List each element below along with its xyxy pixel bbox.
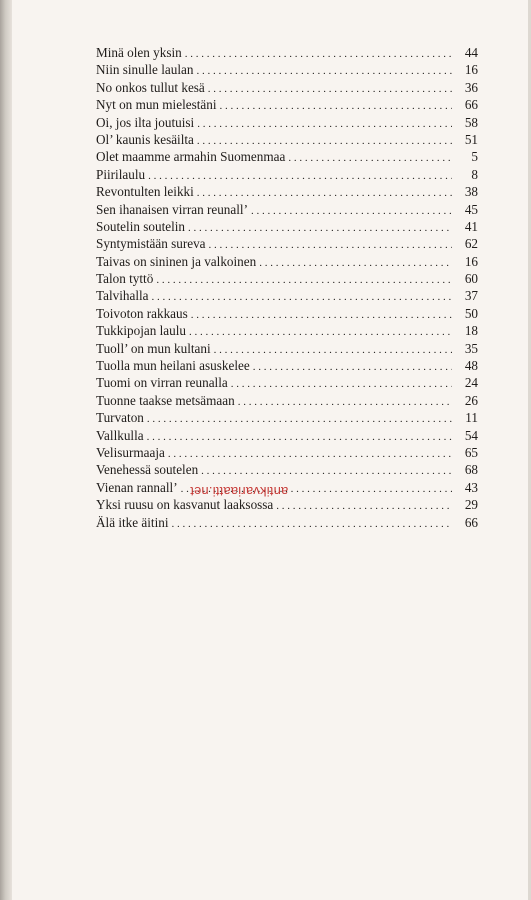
toc-entry-page-number: 45 [464, 201, 478, 217]
toc-dot-leader [251, 203, 452, 220]
toc-dot-leader [168, 446, 452, 463]
toc-entry [96, 340, 478, 357]
toc-entry-title: Taivas on sininen ja valkoinen [96, 253, 257, 269]
book-spine-shadow [0, 0, 12, 900]
toc-entry-title: Älä itke äitini [96, 514, 169, 530]
toc-entry [96, 305, 478, 322]
toc-entry-page-number: 8 [471, 166, 478, 182]
toc-entry-page-number: 48 [464, 358, 478, 374]
toc-entry [96, 201, 478, 218]
toc-dot-leader [201, 463, 452, 480]
toc-entry [96, 357, 478, 374]
toc-dot-leader [147, 429, 452, 446]
toc-entry-title: Tuolla mun heilani asuskelee [96, 358, 250, 374]
toc-entry-title: Velisurmaaja [96, 444, 165, 460]
toc-entry-title: Nyt on mun mielestäni [96, 97, 217, 113]
toc-entry-title: Tukkipojan laulu [96, 323, 187, 339]
toc-entry-page-number: 58 [464, 114, 478, 130]
toc-entry-title: No onkos tullut kesä [96, 79, 205, 95]
toc-entry-page-number: 65 [464, 444, 478, 460]
toc-entry-page-number: 11 [465, 410, 478, 426]
toc-entry [96, 253, 478, 270]
toc-entry [96, 444, 478, 461]
toc-entry-title: Ol’ kaunis kesäilta [96, 131, 194, 147]
toc-entry-title: Vienan rannall’ [96, 479, 178, 495]
toc-entry-title: Talvihalla [96, 288, 149, 304]
toc-dot-leader [196, 63, 452, 80]
toc-entry-title: Vallkulla [96, 427, 144, 443]
toc-dot-leader [188, 220, 452, 237]
toc-entry [96, 287, 478, 304]
toc-entry-page-number: 43 [464, 479, 478, 495]
toc-entry-title: Tuoll’ on mun kultani [96, 340, 211, 356]
toc-entry-title: Oi, jos ilta joutuisi [96, 114, 195, 130]
toc-entry [96, 44, 478, 61]
toc-entry [96, 148, 478, 165]
toc-entry-page-number: 68 [464, 462, 478, 478]
toc-entry-title: Syntymistään sureva [96, 236, 206, 252]
toc-entry-page-number: 66 [464, 97, 478, 113]
toc-entry-title: Toivoton rakkaus [96, 305, 188, 321]
toc-dot-leader [191, 307, 452, 324]
toc-entry [96, 461, 478, 478]
toc-entry-title: Yksi ruusu on kasvanut laaksossa [96, 497, 274, 513]
toc-entry-page-number: 41 [464, 218, 478, 234]
toc-dot-leader [172, 516, 452, 533]
toc-dot-leader [220, 98, 452, 115]
toc-entry-page-number: 16 [464, 253, 478, 269]
toc-entry [96, 514, 478, 531]
toc-entry [96, 114, 478, 131]
toc-dot-leader [276, 498, 452, 515]
toc-entry [96, 218, 478, 235]
toc-entry [96, 374, 478, 391]
toc-entry [96, 392, 478, 409]
toc-entry-title: Tuonne taakse metsämaan [96, 392, 235, 408]
toc-entry-title: Niin sinulle laulan [96, 62, 194, 78]
toc-entry-title: Piirilaulu [96, 166, 146, 182]
toc-entry-page-number: 50 [464, 305, 478, 321]
toc-entry-page-number: 5 [471, 149, 478, 165]
toc-dot-leader [208, 81, 452, 98]
toc-entry-page-number: 66 [464, 514, 478, 530]
toc-entry [96, 235, 478, 252]
toc-entry-title: Talon tyttö [96, 271, 154, 287]
toc-entry-title: Tuomi on virran reunalla [96, 375, 228, 391]
toc-entry [96, 79, 478, 96]
toc-entry-page-number: 62 [464, 236, 478, 252]
toc-entry-title: Soutelin soutelin [96, 218, 186, 234]
toc-entry-title: Minä olen yksin [96, 45, 182, 60]
toc-entry-title: Venehessä soutelen [96, 462, 199, 478]
toc-entry [96, 322, 478, 339]
watermark-stamp: antikvariaatti.net [190, 484, 289, 499]
toc-entry-page-number: 18 [464, 323, 478, 339]
table-of-contents [96, 44, 478, 531]
toc-entry-page-number: 60 [464, 271, 478, 287]
toc-entry [96, 96, 478, 113]
toc-entry-page-number: 36 [464, 79, 478, 95]
toc-dot-leader [238, 394, 452, 411]
toc-entry [96, 183, 478, 200]
toc-entry-page-number: 37 [464, 288, 478, 304]
toc-dot-leader [197, 116, 452, 133]
toc-entry-page-number: 35 [464, 340, 478, 356]
toc-entry-page-number: 16 [464, 62, 478, 78]
toc-dot-leader [152, 289, 452, 306]
toc-dot-leader [253, 359, 452, 376]
toc-entry-page-number: 29 [464, 497, 478, 513]
toc-dot-leader [147, 411, 452, 428]
toc-entry [96, 61, 478, 78]
toc-dot-leader [231, 376, 452, 393]
toc-entry-page-number: 51 [464, 131, 478, 147]
toc-entry [96, 409, 478, 426]
toc-entry [96, 427, 478, 444]
toc-dot-leader [156, 272, 452, 289]
toc-entry-title: Revontulten leikki [96, 184, 194, 200]
toc-dot-leader [259, 255, 452, 272]
toc-entry-page-number: 38 [464, 184, 478, 200]
toc-entry-title: Sen ihanaisen virran reunall’ [96, 201, 248, 217]
toc-entry [96, 166, 478, 183]
toc-dot-leader [185, 46, 452, 63]
toc-entry-title: Olet maamme armahin Suomenmaa [96, 149, 286, 165]
toc-dot-leader [288, 150, 452, 167]
toc-entry-title: Turvaton [96, 410, 144, 426]
toc-entry-page-number: 24 [464, 375, 478, 391]
toc-entry-page-number: 26 [464, 392, 478, 408]
toc-dot-leader [189, 324, 452, 341]
toc-entry [96, 131, 478, 148]
toc-entry [96, 270, 478, 287]
toc-entry-page-number: 54 [464, 427, 478, 443]
toc-entry-page-number: 44 [464, 45, 478, 60]
